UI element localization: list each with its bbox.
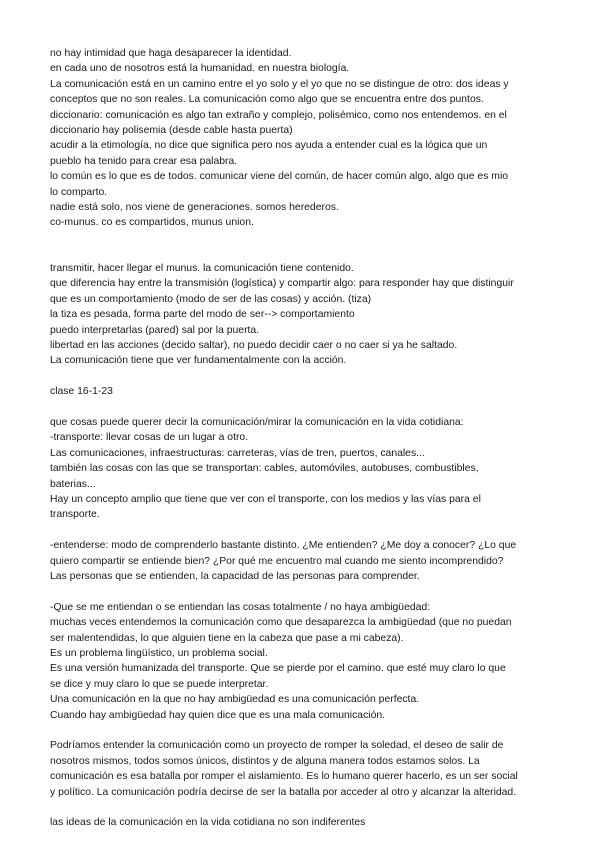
text-line: en cada uno de nosotros está la humanidad. en nuestra biología. [50, 63, 350, 75]
spacer [50, 584, 570, 599]
paragraph-transport [50, 415, 570, 523]
spacer [50, 231, 570, 261]
text-line: diccionario hay polisemia (desde cable hasta puerta) [50, 125, 293, 137]
text-line: libertad en las acciones (decido saltar), no puedo decidir caer o no caer si ya he saltado. [50, 339, 458, 351]
text-line: Las comunicaciones, infraestructuras: carreteras, vías de tren, puertos, canales... [50, 447, 425, 459]
text-line: ser malentendidas, lo que alguien tiene en la cabeza que pase a mi cabeza). [50, 632, 404, 644]
paragraph-transmission [50, 261, 570, 369]
text-line: nosotros mismos, todos somos únicos, distintos y de alguna manera todos estamos solos. La [50, 755, 480, 767]
text-line: diccionario: comunicación es algo tan extraño y complejo, polisémico, como nos entendemos. en el [50, 109, 507, 121]
text-line: quiero compartir se entiende bien? ¿Por qué me encuentro mal cuando me siento incomprendido? [50, 555, 504, 567]
text-line: -entenderse: modo de comprenderlo bastante distinto. ¿Me entienden? ¿Me doy a conocer? ¿Lo que [50, 540, 517, 552]
text-line: nadie está solo, nos viene de generaciones. somos herederos. [50, 202, 339, 214]
text-line: que cosas puede querer decir la comunicación/mirar la comunicación en la vida cotidiana: [50, 416, 464, 428]
spacer [50, 400, 570, 415]
paragraph-ambiguity [50, 600, 570, 723]
text-line: La comunicación tiene que ver fundamentalmente con la acción. [50, 355, 347, 367]
text-line: baterias... [50, 478, 96, 490]
text-line: Hay un concepto amplio que tiene que ver con el transporte, con los medios y las vías para el [50, 493, 481, 505]
paragraph-solitude [50, 738, 570, 800]
text-line: Es un problema lingüístico, un problema social. [50, 647, 268, 659]
text-line: que diferencia hay entre la transmisión (logística) y compartir algo: para responder hay que distinguir [50, 278, 514, 290]
text-line: no hay intimidad que haga desaparecer la identidad. [50, 48, 292, 59]
text-line: Podríamos entender la comunicación como un proyecto de romper la soledad, el deseo de salir de [50, 740, 504, 752]
spacer [50, 723, 570, 738]
text-line: -transporte: llevar cosas de un lugar a otro. [50, 432, 249, 444]
text-line: La comunicación está en un camino entre el yo solo y el yo que no se distingue de otro: dos ideas y [50, 78, 509, 90]
text-line: lo comparto. [50, 186, 108, 198]
text-line: co-munus. co es compartidos, munus union. [50, 217, 254, 229]
text-line: puedo interpretarlas (pared) sal por la puerta. [50, 324, 260, 336]
class-date-heading: clase 16-1-23 [50, 386, 113, 398]
text-line: Las personas que se entienden, la capacidad de las personas para comprender. [50, 570, 420, 582]
text-line: Cuando hay ambigüedad hay quien dice que es una mala comunicación. [50, 709, 386, 721]
text-line: acudir a la etimología, no dice que significa pero nos ayuda a entender cual es la lógica que un [50, 140, 488, 152]
text-line: comunicación es esa batalla por romper el aislamiento. Es lo humano querer hacerlo, es un ser social [50, 771, 518, 783]
text-line: la tiza es pesada, forma parte del modo de ser--> comportamiento [50, 309, 355, 321]
text-line: muchas veces entendemos la comunicación como que desaparezca la ambigüedad (que no puedan [50, 617, 512, 629]
spacer [50, 523, 570, 538]
spacer [50, 800, 570, 815]
paragraph-understanding [50, 538, 570, 584]
text-line: lo común es lo que es de todos. comunicar viene del común, de hacer común algo, algo que es mio [50, 171, 509, 183]
text-line: pueblo ha tenido para crear esa palabra. [50, 155, 238, 167]
text-line: y político. La comunicación podría decirse de ser la batalla por acceder al otro y alcanzar la alteridad. [50, 786, 517, 798]
text-line: transporte. [50, 509, 100, 521]
text-line: que es un comportamiento (modo de ser de las cosas) y acción. (tiza) [50, 293, 372, 305]
text-line: Es una versión humanizada del transporte. Que se pierde por el camino. que esté muy claro lo que [50, 663, 506, 675]
paragraph-identity [50, 46, 570, 231]
text-line: transmitir, hacer llegar el munus. la comunicación tiene contenido. [50, 262, 354, 274]
text-line: se dice y muy claro lo que se puede interpretar. [50, 678, 269, 690]
text-line: -Que se me entiendan o se entiendan las cosas totalmente / no haya ambigüedad: [50, 601, 431, 613]
closing-line: las ideas de la comunicación en la vida cotidiana no son indiferentes [50, 817, 366, 829]
text-line: Una comunicación en la que no hay ambigüedad es una comunicación perfecta. [50, 694, 420, 706]
spacer [50, 369, 570, 384]
text-line: también las cosas con las que se transportan: cables, automóviles, autobuses, combustibles, [50, 463, 479, 475]
text-line: conceptos que no son reales. La comunicación como algo que se encuentra entre dos puntos. [50, 94, 484, 106]
